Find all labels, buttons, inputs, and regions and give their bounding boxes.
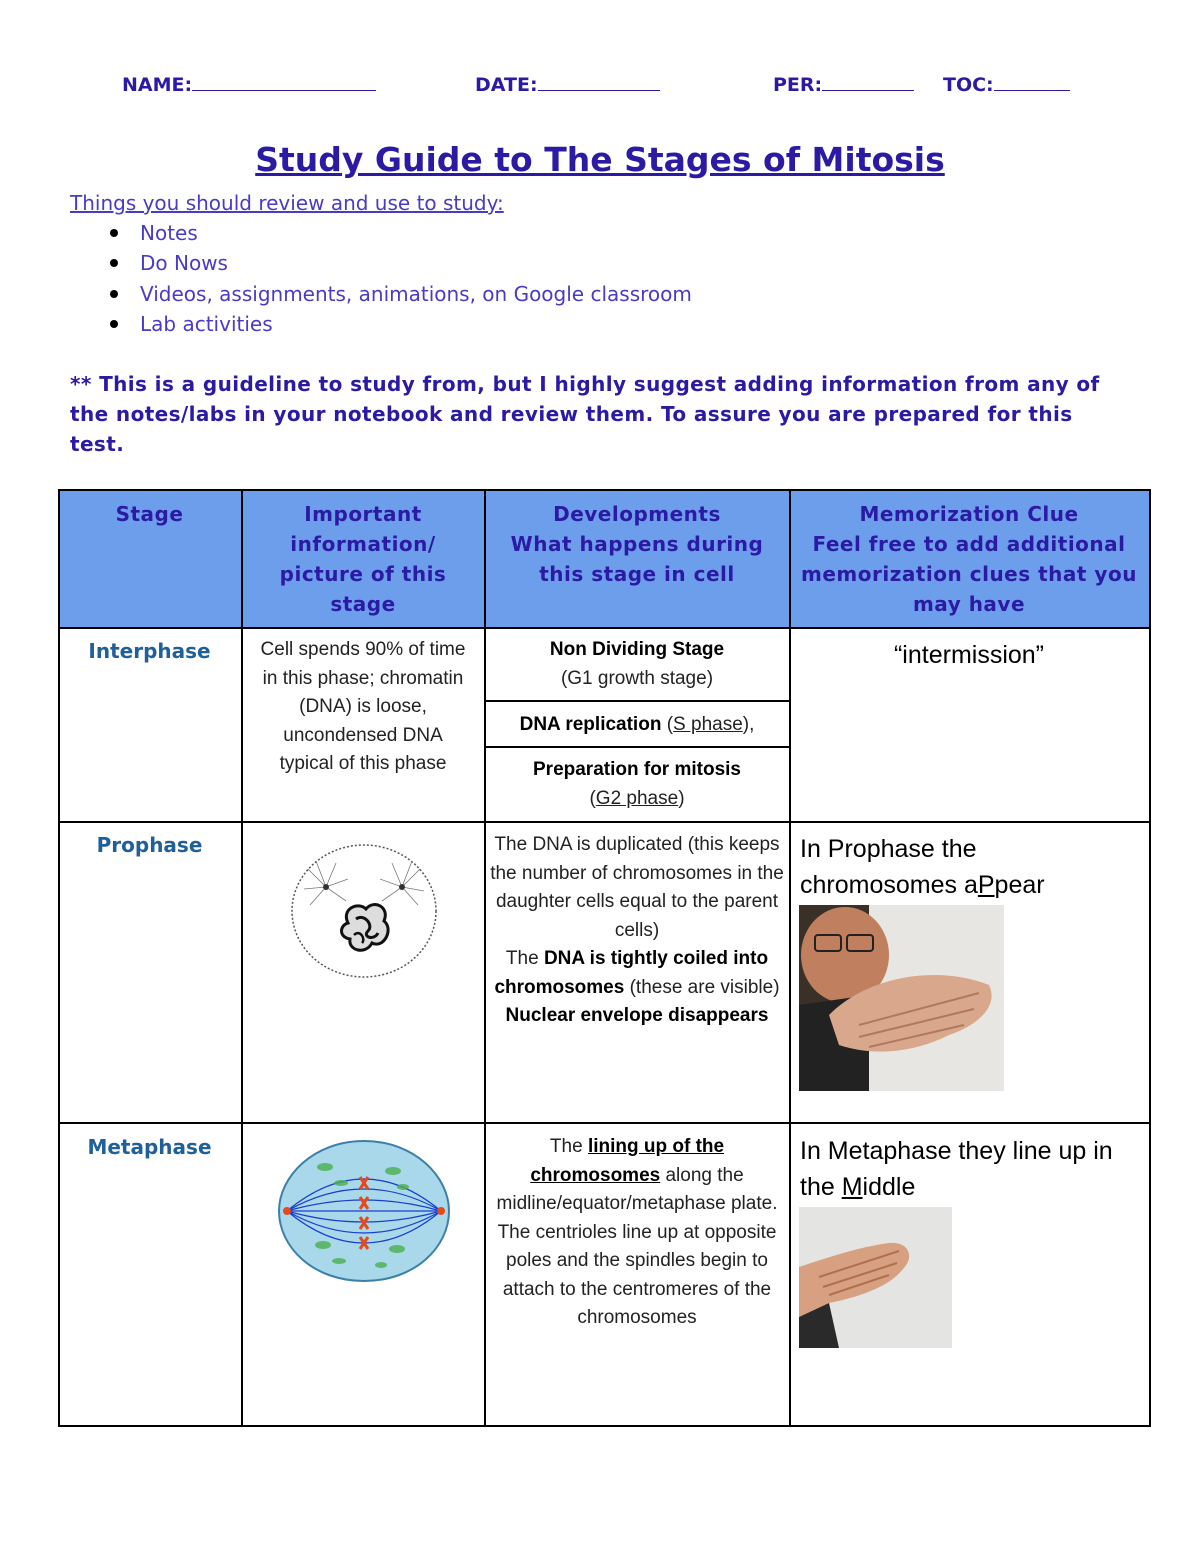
interphase-info: Cell spends 90% of time in this phase; chromatin (DNA) is loose, uncondensed DNA typical of this phase (260, 639, 466, 774)
study-note: ** This is a guideline to study from, but I highly suggest adding information from any of the notes/labs in your notebook and review them. To assure you are prepared for this test. (70, 372, 1100, 456)
list-item: Lab activities (70, 309, 692, 339)
toc-field[interactable] (943, 72, 1070, 96)
stage-prophase: Prophase (96, 833, 203, 857)
header-clue: Memorization Clue Feel free to add additional memorization clues that you may have (801, 502, 1137, 616)
stage-metaphase: Metaphase (87, 1135, 212, 1159)
list-item: Do Nows (70, 248, 692, 278)
interphase-s: DNA replication (S phase), (519, 714, 755, 735)
metaphase-hands-photo (799, 1207, 952, 1348)
interphase-g2: Preparation for mitosis (G2 phase) (533, 759, 741, 809)
list-item: Videos, assignments, animations, on Google classroom (70, 279, 692, 309)
date-field[interactable] (475, 72, 660, 96)
mitosis-table (58, 489, 1151, 1427)
prophase-hands-photo (799, 905, 1004, 1091)
bullet-icon (110, 259, 118, 267)
date-label: DATE: (475, 74, 538, 96)
name-field[interactable] (122, 72, 376, 96)
metaphase-developments: The lining up of the chromosomes along the midline/equator/metaphase plate. The centrioles line up at opposite poles and the spindles begin to attach to the centromeres of the chromosomes (496, 1136, 778, 1328)
header-info: Important information/ picture of this stage (279, 502, 447, 616)
prophase-developments: The DNA is duplicated (this keeps the number of chromosomes in the daughter cells equal to the parent cells) The DNA is tightly coiled into chromosomes (these are visible) Nuclear envelope disappears (490, 834, 784, 1026)
prophase-cell-diagram (286, 839, 442, 979)
name-label: NAME: (122, 74, 193, 96)
stage-interphase: Interphase (88, 639, 211, 663)
header-stage: Stage (115, 502, 184, 526)
toc-label: TOC: (943, 74, 994, 96)
bullet-icon (110, 290, 118, 298)
list-item: Notes (70, 218, 692, 248)
page-title: Study Guide to The Stages of Mitosis (255, 140, 945, 179)
bullet-icon (110, 229, 118, 237)
header-developments: Developments What happens during this stage in cell (510, 502, 764, 586)
interphase-g1: Non Dividing Stage (G1 growth stage) (549, 639, 725, 689)
metaphase-cell-diagram (275, 1137, 453, 1285)
metaphase-clue: In Metaphase they line up in the Middle (800, 1137, 1113, 1201)
review-intro: Things you should review and use to study: (70, 191, 504, 215)
interphase-clue: “intermission” (893, 641, 1045, 669)
per-label: PER: (773, 74, 823, 96)
bullet-icon (110, 320, 118, 328)
prophase-clue: In Prophase the chromosomes aPpear (800, 835, 1045, 899)
period-field[interactable] (773, 72, 914, 96)
review-list (70, 218, 692, 339)
